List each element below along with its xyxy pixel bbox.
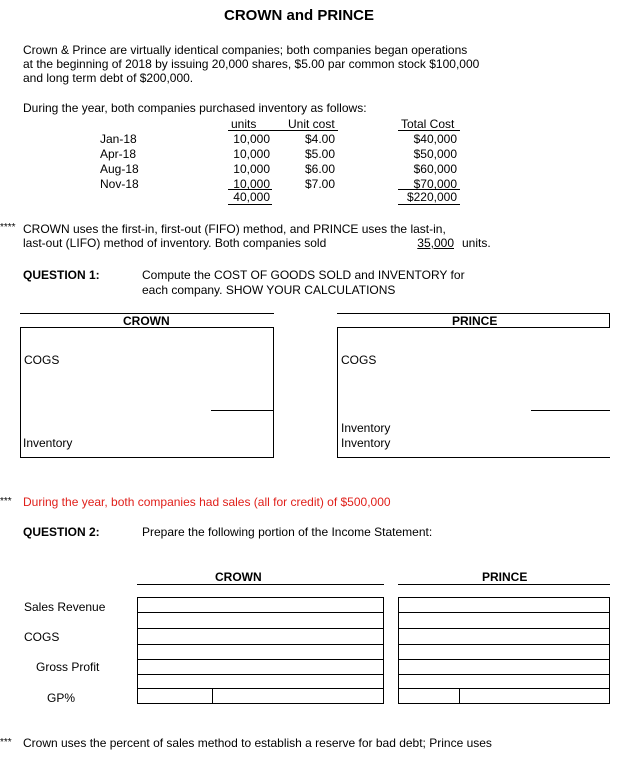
purchase-units: 10,000 bbox=[233, 132, 270, 146]
methods-line-2: last-out (LIFO) method of inventory. Both companies sold bbox=[23, 236, 327, 250]
header-underline-total bbox=[398, 130, 460, 131]
question-1-line-2: each company. SHOW YOUR CALCULATIONS bbox=[142, 283, 396, 297]
crown-cogs-label: COGS bbox=[24, 353, 60, 367]
units-sold: 35,000 bbox=[417, 236, 454, 250]
purchase-total: $60,000 bbox=[413, 162, 457, 176]
crown-q1-header: CROWN bbox=[123, 314, 170, 328]
prince-q1-header: PRINCE bbox=[452, 314, 498, 328]
prince-cogs-answer-line[interactable] bbox=[531, 410, 610, 411]
grid-line bbox=[398, 644, 610, 645]
crown-inventory-label: Inventory bbox=[23, 436, 73, 450]
grid-line bbox=[137, 659, 384, 660]
units-word: units. bbox=[462, 236, 491, 250]
question-2-label: QUESTION 2: bbox=[23, 525, 100, 539]
sales-text: During the year, both companies had sales (all for credit) of $500,000 bbox=[23, 495, 391, 509]
prince-q2-header: PRINCE bbox=[482, 570, 528, 584]
grid-line bbox=[137, 674, 384, 675]
purchase-date: Apr-18 bbox=[100, 147, 137, 161]
purchase-unit-cost: $4.00 bbox=[305, 132, 336, 146]
prince-cogs-label: COGS bbox=[341, 353, 377, 367]
bad-debt-stars: *** bbox=[0, 737, 12, 748]
purchase-date: Aug-18 bbox=[100, 162, 139, 176]
crown-q2-header: CROWN bbox=[215, 570, 262, 584]
purchase-units: 10,000 bbox=[233, 177, 270, 191]
purchase-date: Nov-18 bbox=[100, 177, 139, 191]
col-unit-cost: Unit cost bbox=[288, 117, 335, 131]
prince-inventory-label-1: Inventory bbox=[341, 421, 391, 435]
header-underline-units bbox=[228, 130, 338, 131]
total-units: 40,000 bbox=[233, 190, 270, 204]
row-label-gross-profit: Gross Profit bbox=[36, 660, 100, 674]
grid-line bbox=[398, 612, 610, 613]
purchase-unit-cost: $7.00 bbox=[305, 177, 336, 191]
question-1-label: QUESTION 1: bbox=[23, 268, 100, 282]
purchase-date: Jan-18 bbox=[100, 132, 137, 146]
purchases-intro: During the year, both companies purchased inventory as follows: bbox=[23, 101, 367, 115]
page-title: CROWN and PRINCE bbox=[224, 7, 374, 24]
row-label-sales-revenue: Sales Revenue bbox=[24, 600, 106, 614]
intro-line-2: at the beginning of 2018 by issuing 20,000 shares, $5.00 par common stock $100,000 bbox=[23, 57, 480, 71]
prince-gp-percent-cell-divider bbox=[459, 688, 460, 704]
purchase-total: $70,000 bbox=[413, 177, 457, 191]
prince-q1-right-tick bbox=[609, 313, 610, 327]
intro-line-1: Crown & Prince are virtually identical companies; both companies began operations bbox=[23, 43, 468, 57]
col-total-cost: Total Cost bbox=[401, 117, 455, 131]
purchase-unit-cost: $5.00 bbox=[305, 147, 336, 161]
grid-line bbox=[398, 688, 610, 689]
row-label-gp-percent: GP% bbox=[47, 691, 76, 705]
grid-line bbox=[398, 659, 610, 660]
prince-q2-top-rule bbox=[398, 584, 610, 585]
intro-line-3: and long term debt of $200,000. bbox=[23, 71, 194, 85]
row-label-cogs: COGS bbox=[24, 630, 60, 644]
total-double-underline-cost bbox=[398, 204, 460, 205]
question-1-line-1: Compute the COST OF GOODS SOLD and INVENTORY for bbox=[142, 268, 465, 282]
crown-gp-percent-cell-divider bbox=[212, 688, 213, 704]
total-double-underline-units bbox=[228, 204, 272, 205]
crown-q2-top-rule bbox=[137, 584, 384, 585]
purchase-units: 10,000 bbox=[233, 147, 270, 161]
grid-line bbox=[137, 688, 384, 689]
purchase-total: $50,000 bbox=[413, 147, 457, 161]
grid-line bbox=[137, 612, 384, 613]
crown-cogs-answer-line[interactable] bbox=[211, 410, 274, 411]
col-units: units bbox=[231, 117, 257, 131]
methods-line-1: CROWN uses the first-in, first-out (FIFO) method, and PRINCE uses the last-in, bbox=[23, 222, 446, 236]
grid-line bbox=[137, 644, 384, 645]
sales-stars: *** bbox=[0, 496, 12, 507]
prince-inventory-label-2: Inventory bbox=[341, 436, 391, 450]
bad-debt-text: Crown uses the percent of sales method to establish a reserve for bad debt; Prince uses bbox=[23, 736, 492, 750]
methods-stars: **** bbox=[0, 222, 16, 233]
purchase-total: $40,000 bbox=[413, 132, 457, 146]
grid-line bbox=[137, 628, 384, 629]
grid-line bbox=[398, 674, 610, 675]
purchase-unit-cost: $6.00 bbox=[305, 162, 336, 176]
total-cost: $220,000 bbox=[406, 190, 457, 204]
grid-line bbox=[398, 628, 610, 629]
question-2-text: Prepare the following portion of the Income Statement: bbox=[142, 525, 433, 539]
purchase-units: 10,000 bbox=[233, 162, 270, 176]
